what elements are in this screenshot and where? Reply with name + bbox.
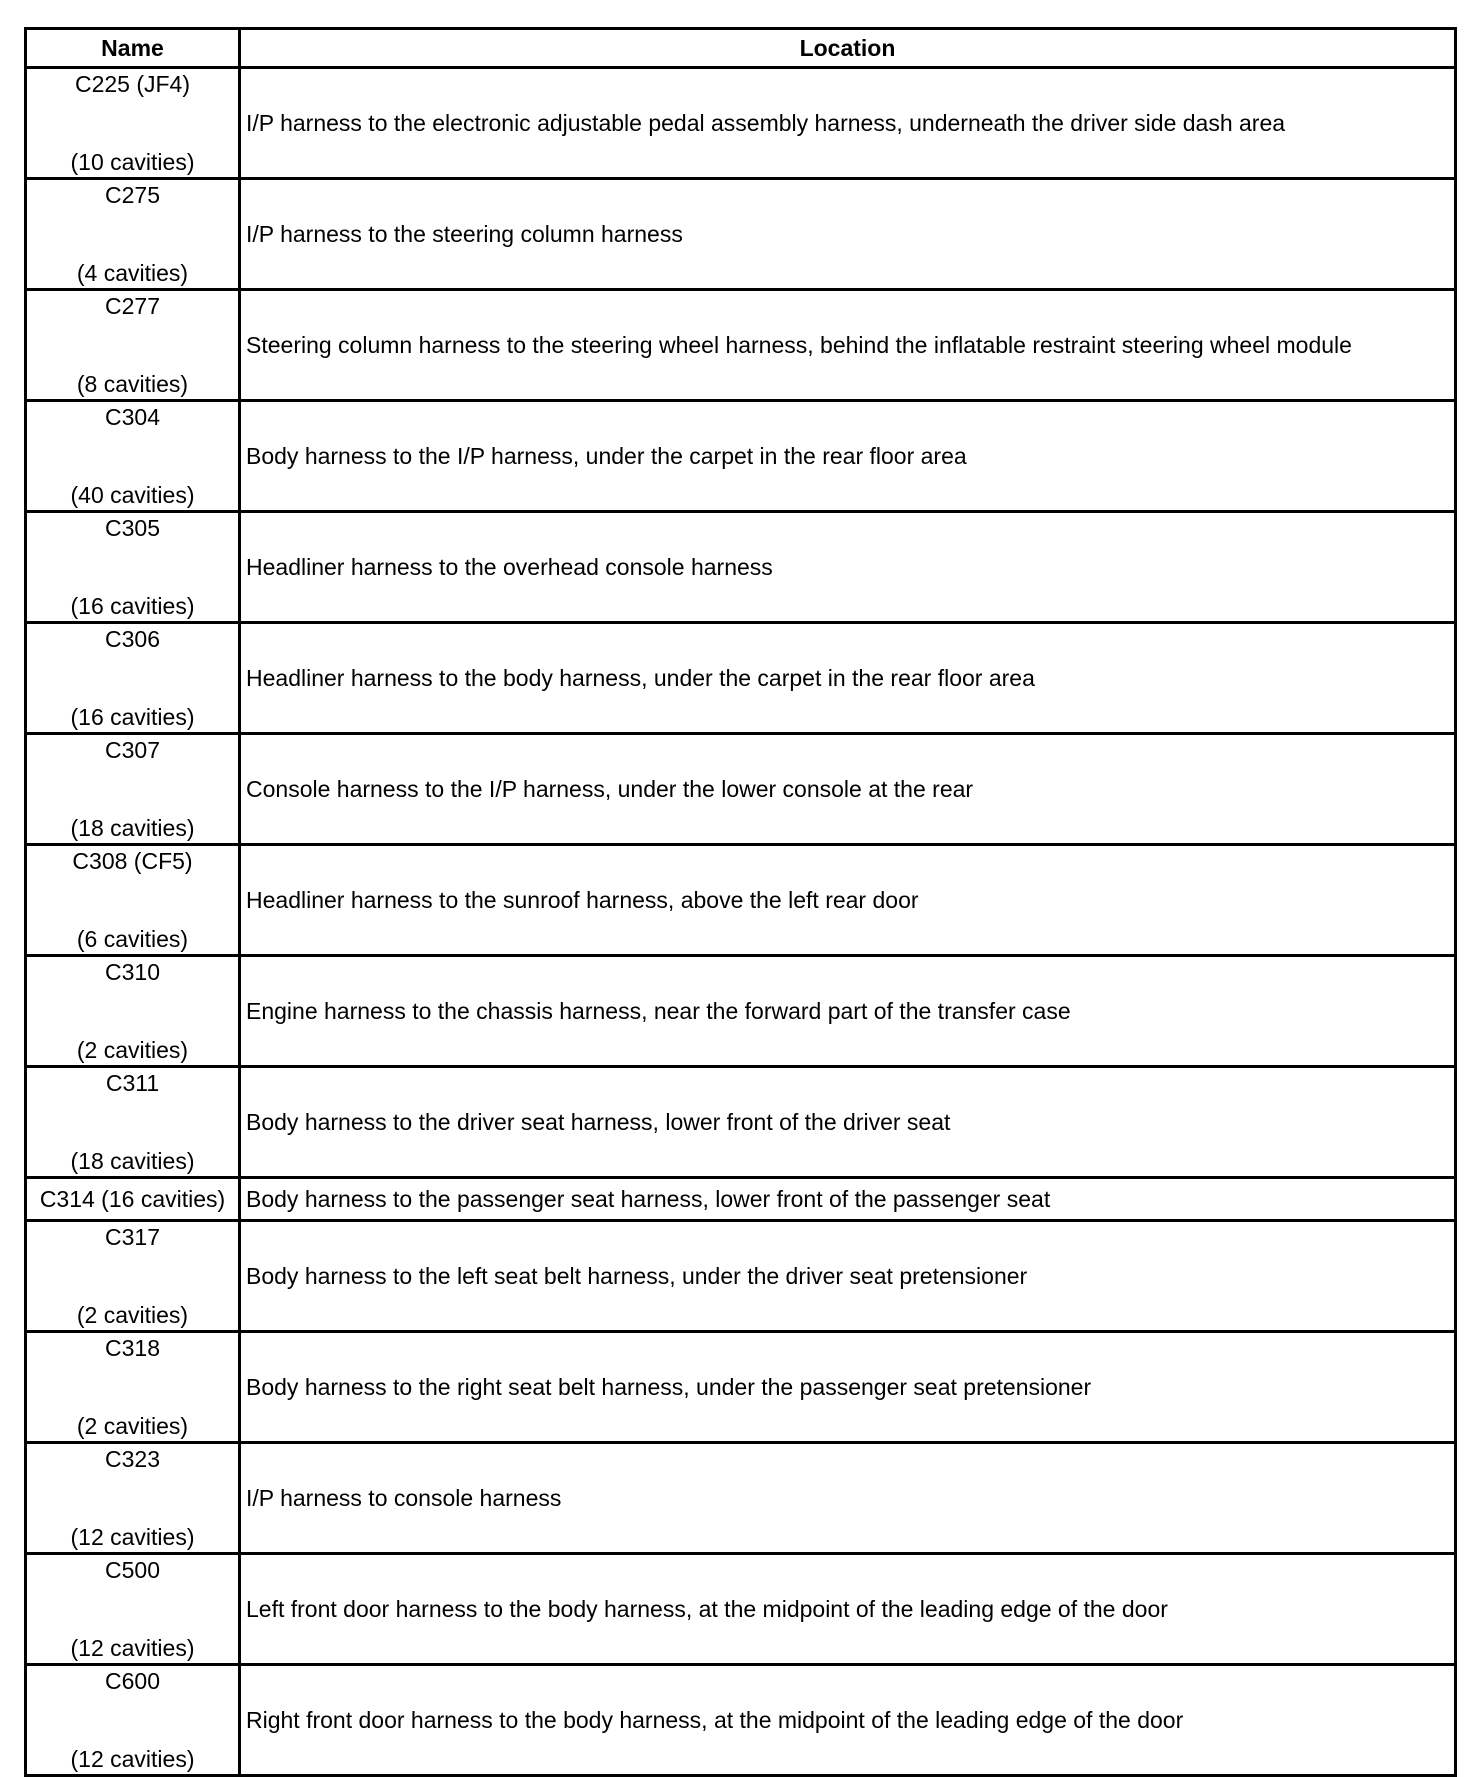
table-row xyxy=(26,1178,1456,1221)
table-row xyxy=(26,1554,1456,1665)
connector-cavities: (12 cavities) xyxy=(70,1634,195,1661)
connector-location: Headliner harness to the overhead console harness xyxy=(240,512,1456,623)
connector-location: Body harness to the I/P harness, under the carpet in the rear floor area xyxy=(240,401,1456,512)
connector-name-cell xyxy=(26,1554,240,1665)
connector-name-cell xyxy=(26,1067,240,1178)
connector-name-cell xyxy=(26,734,240,845)
connector-name-cell xyxy=(26,1221,240,1332)
table-row xyxy=(26,1067,1456,1178)
connector-name-cell xyxy=(26,956,240,1067)
table-row xyxy=(26,179,1456,290)
connector-name-cell xyxy=(26,179,240,290)
connector-location: Body harness to the right seat belt harness, under the passenger seat pretensioner xyxy=(240,1332,1456,1443)
connector-id: C310 xyxy=(105,959,160,985)
connector-id: C306 xyxy=(105,626,160,652)
table-row xyxy=(26,734,1456,845)
connector-location: Headliner harness to the body harness, under the carpet in the rear floor area xyxy=(240,623,1456,734)
connector-name-cell xyxy=(26,68,240,179)
connector-name-cell xyxy=(26,290,240,401)
connector-id: C317 xyxy=(105,1224,160,1250)
table-row xyxy=(26,68,1456,179)
connector-name-cell xyxy=(26,845,240,956)
connector-cavities: (4 cavities) xyxy=(76,259,189,286)
connector-location: Body harness to the driver seat harness, lower front of the driver seat xyxy=(240,1067,1456,1178)
header-row xyxy=(26,29,1456,68)
connector-name-cell xyxy=(26,1665,240,1776)
connector-name-cell xyxy=(26,1332,240,1443)
table-row xyxy=(26,623,1456,734)
table-row xyxy=(26,512,1456,623)
connector-cavities: (18 cavities) xyxy=(70,814,195,841)
connector-cavities: (10 cavities) xyxy=(70,148,195,175)
connector-id: C225 (JF4) xyxy=(74,71,191,97)
connector-id: C318 xyxy=(105,1335,160,1361)
connector-location: Steering column harness to the steering wheel harness, behind the inflatable restraint steering wheel module xyxy=(240,290,1456,401)
table-row xyxy=(26,1221,1456,1332)
connector-cavities: (18 cavities) xyxy=(70,1147,195,1174)
connector-cavities: (40 cavities) xyxy=(70,481,195,508)
connector-location: Console harness to the I/P harness, under the lower console at the rear xyxy=(240,734,1456,845)
connector-location: I/P harness to the steering column harness xyxy=(240,179,1456,290)
connector-id: C500 xyxy=(105,1557,160,1583)
connector-id: C314 (16 cavities) xyxy=(39,1185,226,1212)
connector-location: Engine harness to the chassis harness, near the forward part of the transfer case xyxy=(240,956,1456,1067)
connector-cavities: (2 cavities) xyxy=(76,1036,189,1063)
table-row xyxy=(26,401,1456,512)
connector-id: C311 xyxy=(105,1070,160,1096)
name-column-header: Name xyxy=(26,29,240,68)
connector-location: Headliner harness to the sunroof harness, above the left rear door xyxy=(240,845,1456,956)
connector-name-cell xyxy=(26,512,240,623)
connector-location: Body harness to the passenger seat harness, lower front of the passenger seat xyxy=(240,1178,1456,1221)
connector-location: Left front door harness to the body harness, at the midpoint of the leading edge of the door xyxy=(240,1554,1456,1665)
connector-table xyxy=(24,27,1457,1777)
connector-cavities: (16 cavities) xyxy=(70,703,195,730)
connector-location: I/P harness to console harness xyxy=(240,1443,1456,1554)
table-row xyxy=(26,290,1456,401)
connector-cavities: (16 cavities) xyxy=(70,592,195,619)
connector-name-cell xyxy=(26,623,240,734)
connector-id: C305 xyxy=(105,515,160,541)
table-row xyxy=(26,1443,1456,1554)
connector-id: C277 xyxy=(105,293,160,319)
connector-cavities: (12 cavities) xyxy=(70,1523,195,1550)
table-row xyxy=(26,1665,1456,1776)
connector-id: C275 xyxy=(105,182,160,208)
connector-name-cell xyxy=(26,1443,240,1554)
connector-id: C307 xyxy=(105,737,160,763)
connector-cavities: (2 cavities) xyxy=(76,1301,189,1328)
connector-name-cell xyxy=(26,401,240,512)
connector-id: C600 xyxy=(105,1668,160,1694)
connector-location: I/P harness to the electronic adjustable pedal assembly harness, underneath the driver side dash area xyxy=(240,68,1456,179)
table-row xyxy=(26,845,1456,956)
connector-cavities: (12 cavities) xyxy=(70,1745,195,1772)
connector-id: C323 xyxy=(105,1446,160,1472)
table-row xyxy=(26,956,1456,1067)
connector-id: C304 xyxy=(105,404,160,430)
connector-name-cell xyxy=(26,1178,240,1221)
connector-cavities: (8 cavities) xyxy=(76,370,189,397)
connector-location: Right front door harness to the body harness, at the midpoint of the leading edge of the door xyxy=(240,1665,1456,1776)
connector-cavities: (6 cavities) xyxy=(76,925,189,952)
table-row xyxy=(26,1332,1456,1443)
connector-cavities: (2 cavities) xyxy=(76,1412,189,1439)
location-column-header: Location xyxy=(240,29,1456,68)
connector-id: C308 (CF5) xyxy=(72,848,193,874)
connector-location: Body harness to the left seat belt harness, under the driver seat pretensioner xyxy=(240,1221,1456,1332)
